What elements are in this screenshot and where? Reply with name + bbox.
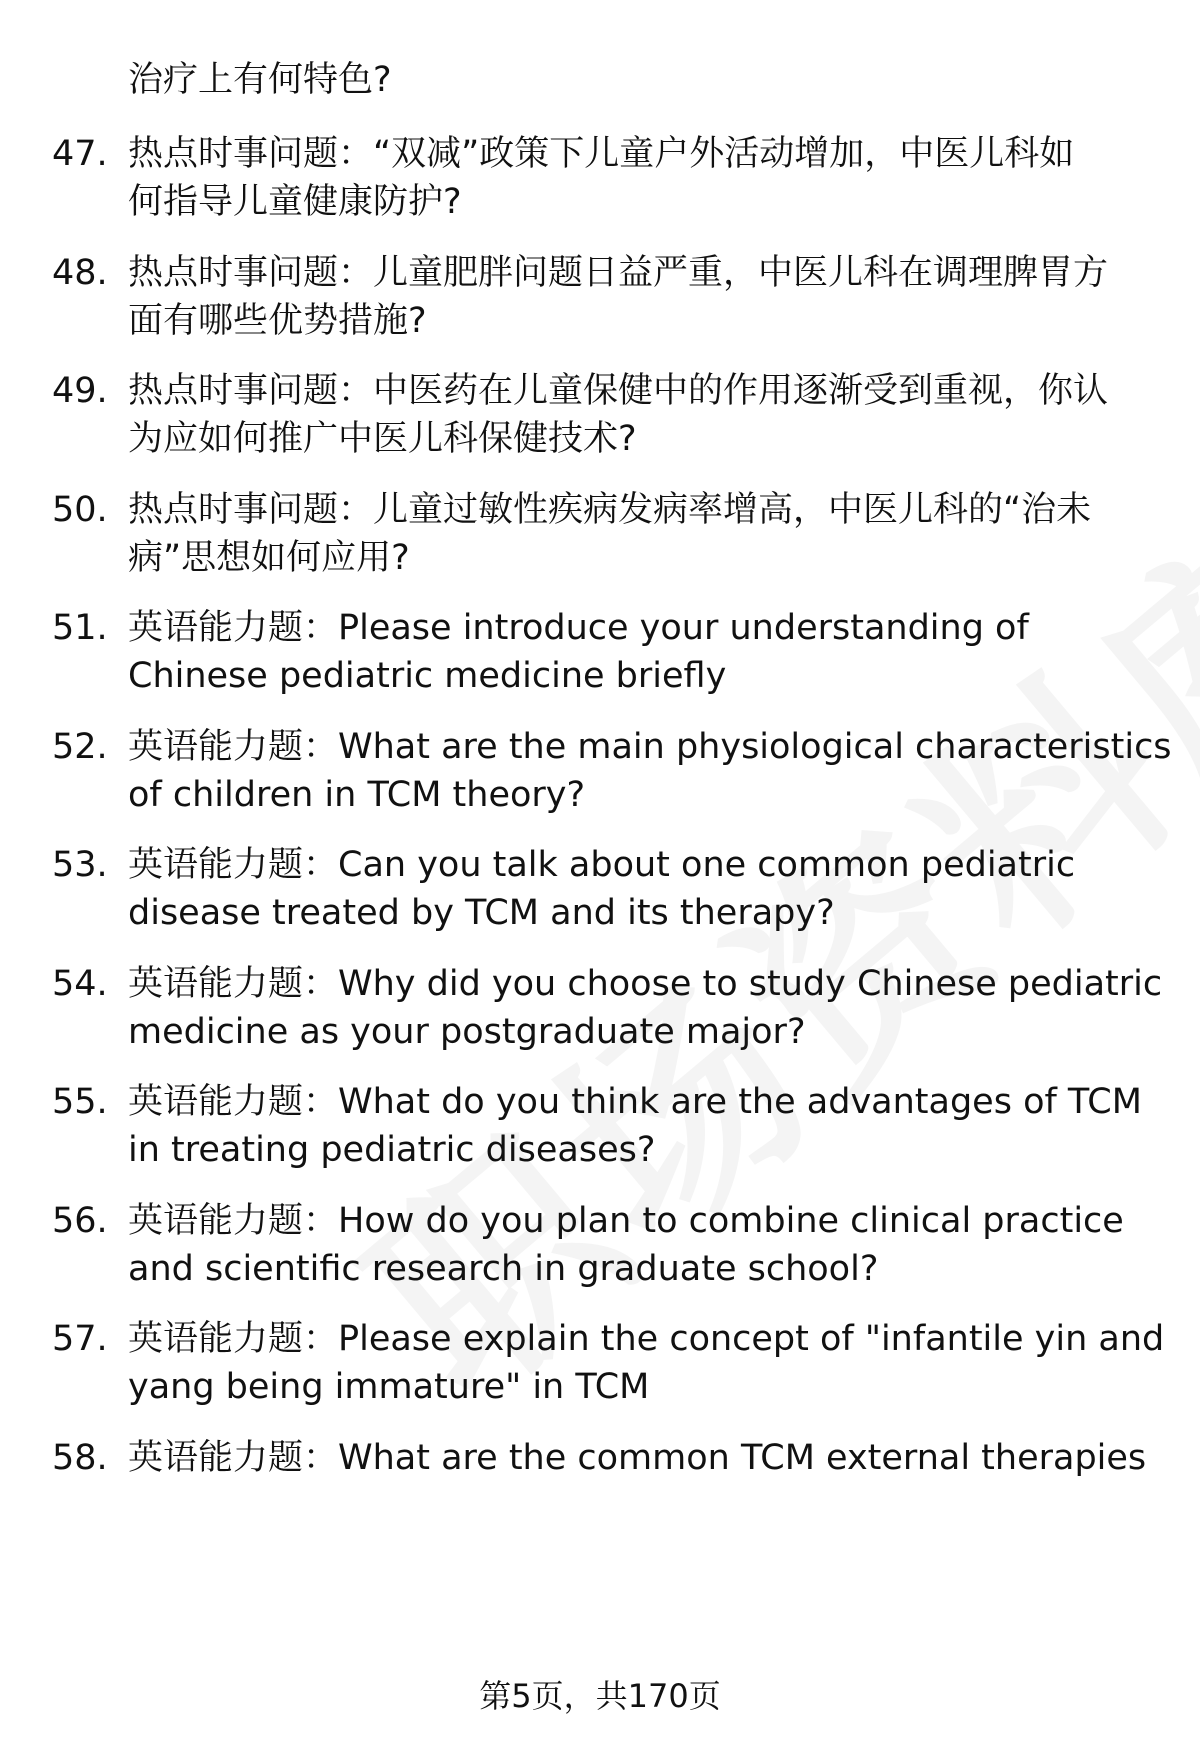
question-number: 55.: [52, 1082, 108, 1122]
question-text-line: 英语能力题：What do you think are the advantages of TCM: [128, 1082, 1142, 1122]
question-text: [128, 249, 1168, 345]
question-text-line: 英语能力题：What are the main physiological characteristics: [128, 727, 1172, 767]
question-text-line: 面有哪些优势措施?: [128, 301, 427, 341]
watermark: [293, 436, 1200, 1454]
question-text-line: medicine as your postgraduate major?: [128, 1012, 806, 1052]
question-text: [128, 604, 1168, 700]
question-number: 58.: [52, 1438, 108, 1478]
question-text: [128, 1197, 1168, 1293]
question-text-line: 热点时事问题：中医药在儿童保健中的作用逐渐受到重视，你认: [128, 371, 1109, 411]
question-text-line: 英语能力题：Please explain the concept of "infantile yin and: [128, 1319, 1165, 1359]
question-number: 51.: [52, 608, 108, 648]
question-number: 53.: [52, 845, 108, 885]
question-number: 47.: [52, 134, 108, 174]
question-text-line: 病”思想如何应用?: [128, 538, 410, 578]
question-text-line: 英语能力题：Why did you choose to study Chinese pediatric: [128, 964, 1163, 1004]
question-text-line: 热点时事问题：“双减”政策下儿童户外活动增加，中医儿科如: [128, 134, 1075, 174]
question-text: [128, 367, 1168, 463]
question-text: [128, 130, 1168, 226]
question-number: 52.: [52, 727, 108, 767]
page-footer: 第5页，共170页: [479, 1677, 721, 1715]
question-text: [128, 960, 1168, 1056]
question-number: 48.: [52, 253, 108, 293]
question-number: 50.: [52, 490, 108, 530]
question-text-line: 热点时事问题：儿童过敏性疾病发病率增高，中医儿科的“治未: [128, 490, 1092, 530]
question-text: [128, 1078, 1168, 1174]
question-text: [128, 841, 1168, 937]
question-text: [128, 723, 1172, 819]
question-text-line: yang being immature" in TCM: [128, 1367, 650, 1407]
question-text-line: 何指导儿童健康防护?: [128, 182, 462, 222]
question-number: 57.: [52, 1319, 108, 1359]
question-number: 56.: [52, 1201, 108, 1241]
question-text-line: 为应如何推广中医儿科保健技术?: [128, 419, 637, 459]
question-number: 54.: [52, 964, 108, 1004]
question-number: 49.: [52, 371, 108, 411]
question-text-line: in treating pediatric diseases?: [128, 1130, 656, 1170]
question-text-line: and scientific research in graduate school?: [128, 1249, 879, 1289]
question-text: [128, 1315, 1168, 1411]
question-text-line: 英语能力题：Please introduce your understanding of: [128, 608, 1029, 648]
question-text-line: 英语能力题：What are the common TCM external therapies: [128, 1438, 1147, 1478]
question-text: [128, 486, 1168, 582]
question-text: [128, 1434, 1168, 1482]
question-text-line: 热点时事问题：儿童肥胖问题日益严重，中医儿科在调理脾胃方: [128, 253, 1109, 293]
question-text-line: of children in TCM theory?: [128, 775, 586, 815]
question-text-line: 英语能力题：How do you plan to combine clinical practice: [128, 1201, 1124, 1241]
question-text-line: Chinese pediatric medicine briefly: [128, 656, 727, 696]
question-text-line: 英语能力题：Can you talk about one common pediatric: [128, 845, 1076, 885]
continuation-text: 治疗上有何特色?: [128, 60, 392, 100]
question-text-line: disease treated by TCM and its therapy?: [128, 893, 835, 933]
